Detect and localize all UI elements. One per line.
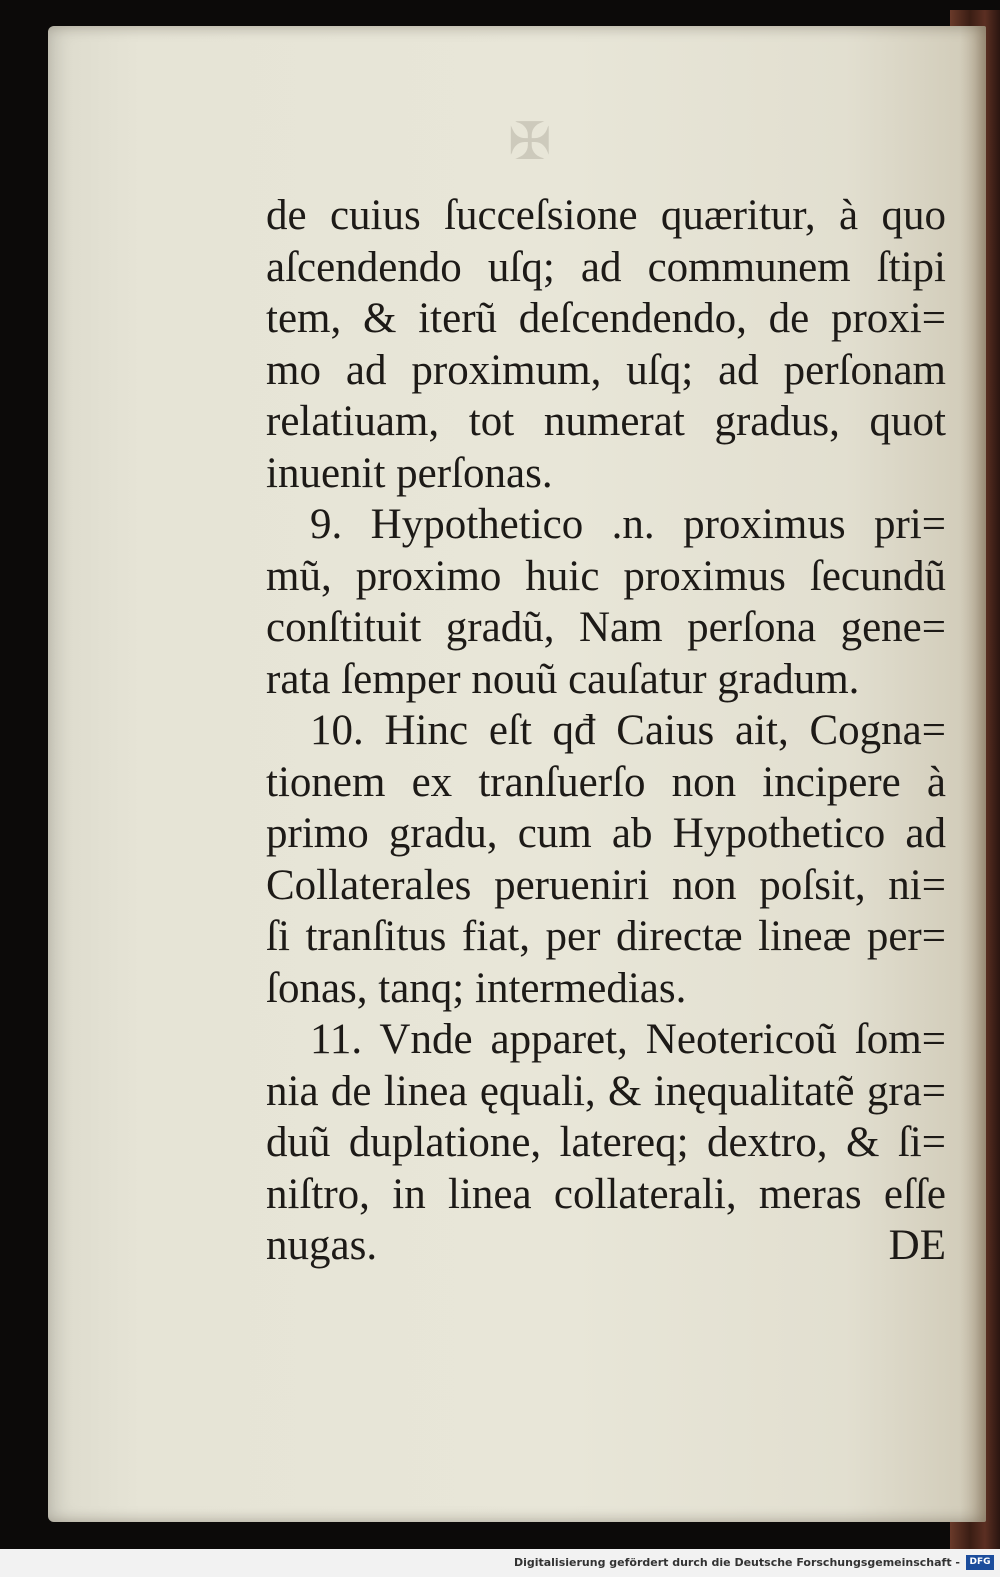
text-line: aſcendendo uſq; ad communem ſtipi [266,243,946,291]
last-line [266,1220,946,1272]
text-line: nia de linea ęquali, & inęqualitatẽ gra= [266,1067,946,1115]
text-line: Collaterales perueniri non poſsit, ni= [266,861,946,909]
text-line: nugas. [266,1222,378,1269]
text-line: mo ad proximum, uſq; ad perſonam [266,346,946,394]
text-line: niſtro, in linea collaterali, meras eſſe [266,1170,946,1218]
funding-credit: Digitalisierung gefördert durch die Deutsche Forschungsgemeinschaft - [513,1556,960,1569]
dfg-logo: DFG [966,1555,994,1570]
text-line: mũ, proximo huic proximus ſecundũ [266,552,946,600]
text-line: tionem ex tranſuerſo non incipere à [266,758,946,806]
text-line: de cuius ſucceſsione quæritur, à quo [266,192,946,239]
paragraph-9-start: 9. Hypothetico .n. proximus pri= [310,501,946,548]
paragraph-11-start: 11. Vnde apparet, Neotericoũ ſom= [310,1016,946,1063]
text-line: inuenit perſonas. [266,449,553,497]
text-line: relatiuam, tot numerat gradus, quot [266,398,946,445]
paragraph-10-start: 10. Hinc eſt qđ Caius ait, Cogna= [310,707,946,754]
digitization-footer [0,1549,1000,1577]
text-line: rata ſemper nouũ cauſatur gradum. [266,655,860,703]
text-line: conſtituit gradũ, Nam perſona gene= [266,604,946,651]
catchword: DE [888,1222,946,1269]
bleed-through-ornament: ✠ [508,114,554,171]
page-text [266,190,946,1272]
text-line: ſonas, tanq; intermedias. [266,964,687,1012]
page-edge-shadow [960,26,986,1522]
text-line: primo gradu, cum ab Hypothetico ad [266,810,946,857]
text-line: tem, & iterũ deſcendendo, de proxi= [266,295,946,342]
text-line: duũ duplatione, latereq; dextro, & ſi= [266,1119,946,1166]
text-line: ſi tranſitus fiat, per directæ lineæ per= [266,913,946,960]
